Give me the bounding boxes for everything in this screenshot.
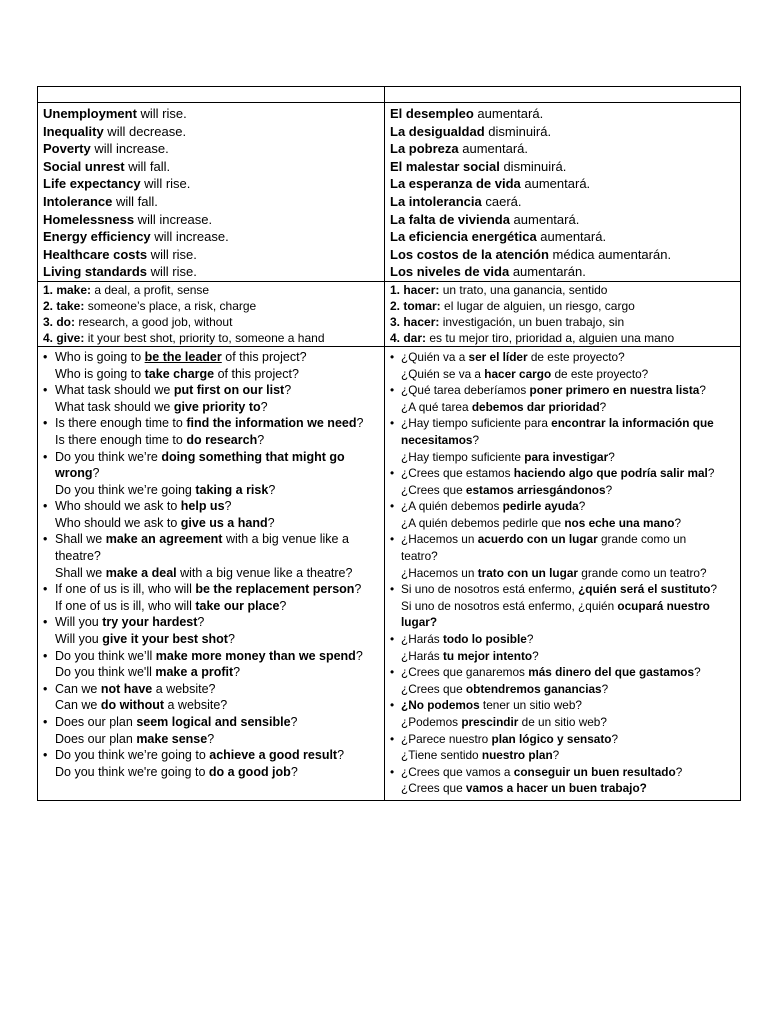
predictions-english-cell: [38, 103, 385, 282]
text-run: Do you think we're going to: [55, 764, 209, 779]
bold-phrase: wrong: [55, 466, 93, 481]
bullet-question: [390, 764, 736, 781]
bullet-question: [43, 581, 380, 598]
text-run: grande como un teatro?: [578, 565, 707, 580]
bold-phrase: make a deal: [105, 565, 177, 580]
text-run: ¿Harás: [401, 648, 443, 663]
text-run: ¿Quién va a: [401, 349, 469, 364]
bold-phrase: give us a hand: [180, 515, 268, 530]
paraphrase-question: [390, 681, 736, 698]
text-run: What task should we: [55, 399, 174, 414]
prediction-line: [43, 228, 380, 246]
text-run: ?: [355, 648, 363, 663]
bold-phrase: La pobreza: [390, 141, 459, 157]
text-run: Can we: [55, 698, 101, 713]
bold-phrase: necesitamos: [401, 432, 473, 447]
bold-phrase: Unemployment: [43, 106, 137, 121]
paraphrase-question: [390, 598, 736, 615]
collocation-line: [43, 314, 380, 330]
text-run: ¿Quién se va a: [401, 366, 485, 381]
bold-phrase: Life expectancy: [43, 176, 141, 192]
text-run: ¿Harás: [401, 632, 443, 647]
bold-phrase: Homelessness: [43, 211, 135, 227]
text-run: ¿Hacemos un: [401, 532, 478, 547]
text-run: ?: [354, 582, 362, 597]
text-run: ?: [608, 449, 615, 464]
text-run: ?: [260, 399, 268, 414]
bullet-question: [43, 614, 380, 631]
predictions-spanish-cell: [385, 103, 741, 282]
bold-phrase: plan lógico y sensato: [491, 731, 612, 746]
text-run: ?: [601, 681, 609, 696]
bold-phrase: 1. hacer:: [390, 282, 440, 297]
bold-phrase: lugar?: [401, 615, 438, 630]
paraphrase-question: [43, 565, 380, 582]
text-run: Who is going to: [55, 349, 145, 364]
bold-phrase: obtendremos ganancias: [465, 681, 602, 696]
bold-phrase: nuestro plan: [481, 748, 553, 763]
text-run: ?: [699, 383, 706, 398]
bold-phrase: tu mejor intento: [442, 648, 533, 663]
prediction-line: [390, 175, 736, 193]
paraphrase-question: [390, 548, 736, 565]
text-run: ¿Crees que: [401, 482, 466, 497]
bold-phrase: Healthcare costs: [43, 246, 148, 262]
bold-phrase: pedirle ayuda: [502, 499, 579, 514]
text-run: ?: [526, 632, 534, 647]
text-run: Can we: [55, 681, 101, 696]
text-run: aumentará.: [509, 211, 580, 227]
paraphrase-question: [43, 731, 380, 748]
text-run: ?: [694, 665, 701, 680]
bold-phrase: 3. hacer:: [390, 314, 440, 329]
bold-phrase: prescindir: [461, 715, 519, 729]
bold-phrase: make an agreement: [105, 532, 223, 547]
questions-spanish-cell: [385, 346, 741, 800]
prediction-line: [390, 105, 736, 123]
bold-phrase: haciendo algo que podría salir mal: [513, 466, 708, 481]
paraphrase-question: [390, 515, 736, 532]
text-run: What task should we: [55, 383, 174, 398]
bold-phrase: ¿No podemos: [401, 698, 480, 713]
text-run: someone’s place, a risk, charge: [84, 298, 257, 313]
text-run: ¿Crees que: [401, 781, 466, 796]
paraphrase-question: [390, 565, 736, 582]
bold-phrase: do a good job: [208, 764, 291, 779]
paraphrase-question: [390, 714, 736, 731]
bold-phrase: Energy efficiency: [43, 229, 151, 245]
text-run: aumentará.: [473, 106, 544, 121]
text-run: ?: [337, 748, 345, 763]
text-run: ?: [207, 731, 215, 746]
paraphrase-question: [43, 366, 380, 383]
bold-phrase: take charge: [144, 366, 215, 381]
paraphrase-question: [390, 614, 736, 631]
collocation-line: [390, 298, 736, 314]
text-run: Shall we: [55, 532, 106, 547]
bold-phrase: Living standards: [43, 264, 148, 280]
paraphrase-question: [390, 432, 736, 449]
prediction-line: [390, 140, 736, 158]
prediction-line: [390, 263, 736, 281]
paraphrase-question: [43, 631, 380, 648]
text-run: a deal, a profit, sense: [91, 282, 210, 297]
text-run: ?: [268, 482, 276, 497]
bullet-question: [390, 697, 736, 714]
bold-phrase: vamos a hacer un buen trabajo?: [465, 781, 647, 796]
text-run: ?: [674, 515, 682, 530]
text-run: a website?: [152, 681, 216, 696]
bold-phrase: be the replacement person: [195, 582, 355, 597]
bullet-question: [43, 498, 380, 515]
paraphrase-question: [43, 432, 380, 449]
bold-phrase: Intolerance: [43, 193, 113, 209]
text-run: ?: [552, 748, 560, 763]
underlined-phrase: be the leader: [144, 349, 222, 364]
bold-phrase: conseguir un buen resultado: [513, 764, 676, 779]
text-run: ?: [578, 499, 586, 514]
paraphrase-question: [390, 366, 736, 383]
bullet-question: [390, 731, 736, 748]
bold-phrase: acuerdo con un lugar: [477, 532, 598, 547]
text-run: Do you think we’re going: [55, 482, 196, 497]
bold-phrase: El malestar social: [390, 158, 500, 174]
text-run: Who is going to: [55, 366, 145, 381]
bold-phrase: La esperanza de vida: [390, 176, 521, 192]
bold-phrase: 2. take:: [43, 298, 85, 313]
text-run: ?: [284, 383, 292, 398]
bullet-question: [43, 449, 380, 466]
text-run: tener un sitio web?: [479, 698, 582, 713]
text-run: ?: [675, 764, 683, 779]
text-run: will rise.: [136, 106, 187, 121]
bold-phrase: ocupará nuestro: [617, 598, 710, 613]
collocation-line: [43, 298, 380, 314]
prediction-line: [43, 140, 380, 158]
text-run: will increase.: [134, 211, 213, 227]
bold-phrase: La eficiencia energética: [390, 229, 537, 245]
text-run: ?: [197, 615, 205, 630]
bold-phrase: give priority to: [173, 399, 261, 414]
paraphrase-question: [43, 482, 380, 499]
prediction-line: [43, 158, 380, 176]
collocations-row: [38, 281, 741, 346]
vocabulary-table: [37, 86, 741, 801]
paraphrase-question: [390, 482, 736, 499]
text-run: of this project?: [214, 366, 299, 381]
bullet-question: [390, 581, 736, 598]
prediction-line: [43, 105, 380, 123]
prediction-line: [43, 246, 380, 264]
bold-phrase: make sense: [136, 731, 208, 746]
paraphrase-question: [390, 747, 736, 764]
bullet-question: [390, 498, 736, 515]
paraphrase-question: [43, 465, 380, 482]
text-run: el lugar de alguien, un riesgo, cargo: [440, 298, 635, 313]
text-run: Who should we ask to: [55, 515, 181, 530]
text-run: ?: [599, 399, 607, 414]
prediction-line: [390, 246, 736, 264]
text-run: es tu mejor tiro, prioridad a, alguien una mano: [426, 330, 675, 345]
text-run: will rise.: [147, 264, 197, 280]
paraphrase-question: [43, 697, 380, 714]
text-run: theatre?: [55, 549, 101, 564]
bold-phrase: estamos arriesgándonos: [465, 482, 606, 497]
collocations-spanish-cell: [385, 281, 741, 346]
bullet-question: [43, 714, 380, 731]
bold-phrase: achieve a good result: [209, 748, 338, 763]
bold-phrase: Los niveles de vida: [390, 264, 510, 280]
bold-phrase: hacer cargo: [484, 366, 552, 381]
text-run: Shall we: [55, 565, 106, 580]
bullet-question: [43, 531, 380, 548]
bold-phrase: Los costos de la atención: [390, 246, 549, 262]
prediction-line: [43, 175, 380, 193]
text-run: Si uno de nosotros está enfermo, ¿quién: [401, 598, 618, 613]
bullet-question: [43, 681, 380, 698]
bold-phrase: ¿quién será el sustituto: [578, 582, 711, 597]
text-run: ?: [227, 632, 235, 647]
text-run: Do you think we'll: [55, 665, 156, 680]
predictions-row: [38, 103, 741, 282]
bold-phrase: poner primero en nuestra lista: [529, 383, 700, 398]
bold-phrase: más dinero del que gastamos: [528, 665, 695, 680]
text-run: will fall.: [112, 193, 158, 209]
text-run: ?: [257, 432, 265, 447]
text-run: grande como un: [597, 532, 687, 547]
text-run: médica aumentarán.: [548, 246, 672, 262]
collocations-english-cell: [38, 281, 385, 346]
prediction-line: [390, 123, 736, 141]
bold-phrase: 1. make:: [43, 282, 92, 297]
text-run: Will you: [55, 632, 103, 647]
paraphrase-question: [43, 515, 380, 532]
text-run: de este proyecto?: [551, 366, 649, 381]
text-run: ¿Hacemos un: [401, 565, 478, 580]
bold-phrase: La intolerancia: [390, 193, 482, 209]
text-run: Do you think we’re: [55, 449, 162, 464]
text-run: ?: [290, 715, 298, 729]
bullet-question: [390, 465, 736, 482]
bullet-question: [390, 382, 736, 399]
text-run: caerá.: [481, 193, 522, 209]
text-run: ¿Hay tiempo suficiente para: [401, 416, 552, 431]
bullet-question: [43, 648, 380, 665]
paraphrase-question: [390, 399, 736, 416]
text-run: ?: [290, 764, 298, 779]
bold-phrase: do without: [100, 698, 165, 713]
text-run: ¿Crees que estamos: [401, 466, 514, 481]
bold-phrase: 3. do:: [43, 314, 75, 329]
bold-phrase: La desigualdad: [390, 123, 485, 139]
questions-english-cell: [38, 346, 385, 800]
text-run: with a big venue like a theatre?: [176, 565, 353, 580]
text-run: de un sitio web?: [518, 715, 607, 729]
paraphrase-question: [43, 598, 380, 615]
text-run: will increase.: [90, 141, 169, 157]
text-run: of this project?: [221, 349, 307, 364]
text-run: ¿Crees que vamos a: [401, 764, 514, 779]
bold-phrase: [145, 350, 222, 364]
text-run: teatro?: [401, 549, 438, 564]
bold-phrase: taking a risk: [195, 482, 269, 497]
text-run: Does our plan: [55, 715, 137, 729]
bold-phrase: para investigar: [524, 449, 609, 464]
bullet-question: [43, 382, 380, 399]
text-run: ?: [605, 482, 613, 497]
bold-phrase: try your hardest: [102, 615, 198, 630]
bold-phrase: Inequality: [43, 123, 104, 139]
bold-phrase: not have: [100, 681, 153, 696]
text-run: Who should we ask to: [55, 499, 181, 514]
text-run: un trato, una ganancia, sentido: [439, 282, 608, 297]
bullet-question: [390, 631, 736, 648]
bold-phrase: make more money than we spend: [155, 648, 356, 663]
text-run: de este proyecto?: [527, 349, 625, 364]
bold-phrase: find the information we need: [186, 416, 357, 431]
text-run: aumentará.: [520, 176, 591, 192]
text-run: disminuirá.: [499, 158, 567, 174]
text-run: aumentarán.: [509, 264, 586, 280]
bullet-question: [390, 349, 736, 366]
text-run: investigación, un buen trabajo, sin: [439, 314, 625, 329]
text-run: will decrease.: [103, 123, 187, 139]
text-run: will rise.: [147, 246, 197, 262]
text-run: ?: [710, 582, 718, 597]
text-run: ?: [267, 515, 275, 530]
text-run: ?: [532, 648, 539, 663]
prediction-line: [390, 211, 736, 229]
text-run: aumentará.: [536, 229, 607, 245]
text-run: ¿A quién debemos: [401, 499, 503, 514]
bullet-question: [390, 415, 736, 432]
bold-phrase: La falta de vivienda: [390, 211, 510, 227]
text-run: research, a good job, without: [75, 314, 233, 329]
paraphrase-question: [43, 548, 380, 565]
bold-phrase: debemos dar prioridad: [471, 399, 600, 414]
text-run: ¿Podemos: [401, 715, 462, 729]
text-run: will rise.: [140, 176, 191, 192]
bold-phrase: take our place: [195, 598, 280, 613]
header-right-cell: [385, 87, 741, 103]
text-run: ¿Crees que: [401, 681, 466, 696]
prediction-line: [43, 123, 380, 141]
text-run: If one of us is ill, who will: [55, 598, 196, 613]
bullet-question: [43, 747, 380, 764]
bold-phrase: nos eche una mano: [564, 515, 675, 530]
text-run: Do you think we’ll: [55, 648, 156, 663]
questions-row: [38, 346, 741, 800]
paraphrase-question: [43, 664, 380, 681]
bold-phrase: todo lo posible: [442, 632, 527, 647]
text-run: ¿Hay tiempo suficiente: [401, 449, 525, 464]
paraphrase-question: [390, 780, 736, 797]
bold-phrase: 4. give:: [43, 330, 85, 345]
text-run: ¿A qué tarea: [401, 399, 472, 414]
text-run: ?: [233, 665, 241, 680]
bullet-question: [390, 531, 736, 548]
text-run: it your best shot, priority to, someone a hand: [84, 330, 325, 345]
bold-phrase: trato con un lugar: [477, 565, 578, 580]
bold-phrase: encontrar la información que: [551, 416, 714, 431]
text-run: Si uno de nosotros está enfermo,: [401, 582, 579, 597]
bold-phrase: 2. tomar:: [390, 298, 441, 313]
prediction-line: [390, 193, 736, 211]
text-run: Is there enough time to: [55, 416, 187, 431]
bold-phrase: ser el líder: [468, 349, 528, 364]
bullet-question: [43, 349, 380, 366]
text-run: disminuirá.: [484, 123, 552, 139]
paraphrase-question: [43, 399, 380, 416]
collocation-line: [43, 282, 380, 298]
text-run: ¿Tiene sentido: [401, 748, 482, 763]
bold-phrase: Poverty: [43, 141, 91, 157]
bold-phrase: doing something that might go: [161, 449, 345, 464]
text-run: ?: [224, 499, 232, 514]
bold-phrase: put first on our list: [173, 383, 285, 398]
text-run: ?: [472, 432, 480, 447]
text-run: ¿Parece nuestro: [401, 731, 492, 746]
text-run: ?: [611, 731, 619, 746]
text-run: will increase.: [150, 229, 229, 245]
text-run: Will you: [55, 615, 103, 630]
bold-phrase: Social unrest: [43, 158, 125, 174]
text-run: If one of us is ill, who will: [55, 582, 196, 597]
collocation-line: [390, 282, 736, 298]
bold-phrase: make a profit: [155, 665, 234, 680]
text-run: with a big venue like a: [222, 532, 349, 547]
text-run: Is there enough time to: [55, 432, 187, 447]
bold-phrase: do research: [186, 432, 258, 447]
text-run: a website?: [164, 698, 228, 713]
prediction-line: [43, 193, 380, 211]
text-run: ¿Qué tarea deberíamos: [401, 383, 530, 398]
collocation-line: [43, 330, 380, 346]
prediction-line: [43, 211, 380, 229]
bold-phrase: El desempleo: [390, 106, 474, 121]
text-run: ?: [707, 466, 715, 481]
paraphrase-question: [390, 648, 736, 665]
paraphrase-question: [43, 764, 380, 781]
header-left-cell: [38, 87, 385, 103]
bold-phrase: 4. dar:: [390, 330, 427, 345]
text-run: Do you think we’re going to: [55, 748, 210, 763]
bullet-question: [390, 664, 736, 681]
text-run: Does our plan: [55, 731, 137, 746]
bold-phrase: help us: [180, 499, 225, 514]
header-row: [38, 87, 741, 103]
text-run: ¿Crees que ganaremos: [401, 665, 529, 680]
prediction-line: [43, 263, 380, 281]
text-run: aumentará.: [458, 141, 528, 157]
text-run: ?: [279, 598, 287, 613]
text-run: ?: [356, 416, 364, 431]
text-run: ?: [92, 466, 100, 481]
bold-phrase: give it your best shot: [102, 632, 228, 647]
prediction-line: [390, 228, 736, 246]
prediction-line: [390, 158, 736, 176]
paraphrase-question: [390, 449, 736, 466]
text-run: will fall.: [124, 158, 171, 174]
bullet-question: [43, 415, 380, 432]
collocation-line: [390, 314, 736, 330]
text-run: ¿A quién debemos pedirle que: [401, 515, 565, 530]
bold-phrase: seem logical and sensible: [136, 715, 291, 729]
collocation-line: [390, 330, 736, 346]
